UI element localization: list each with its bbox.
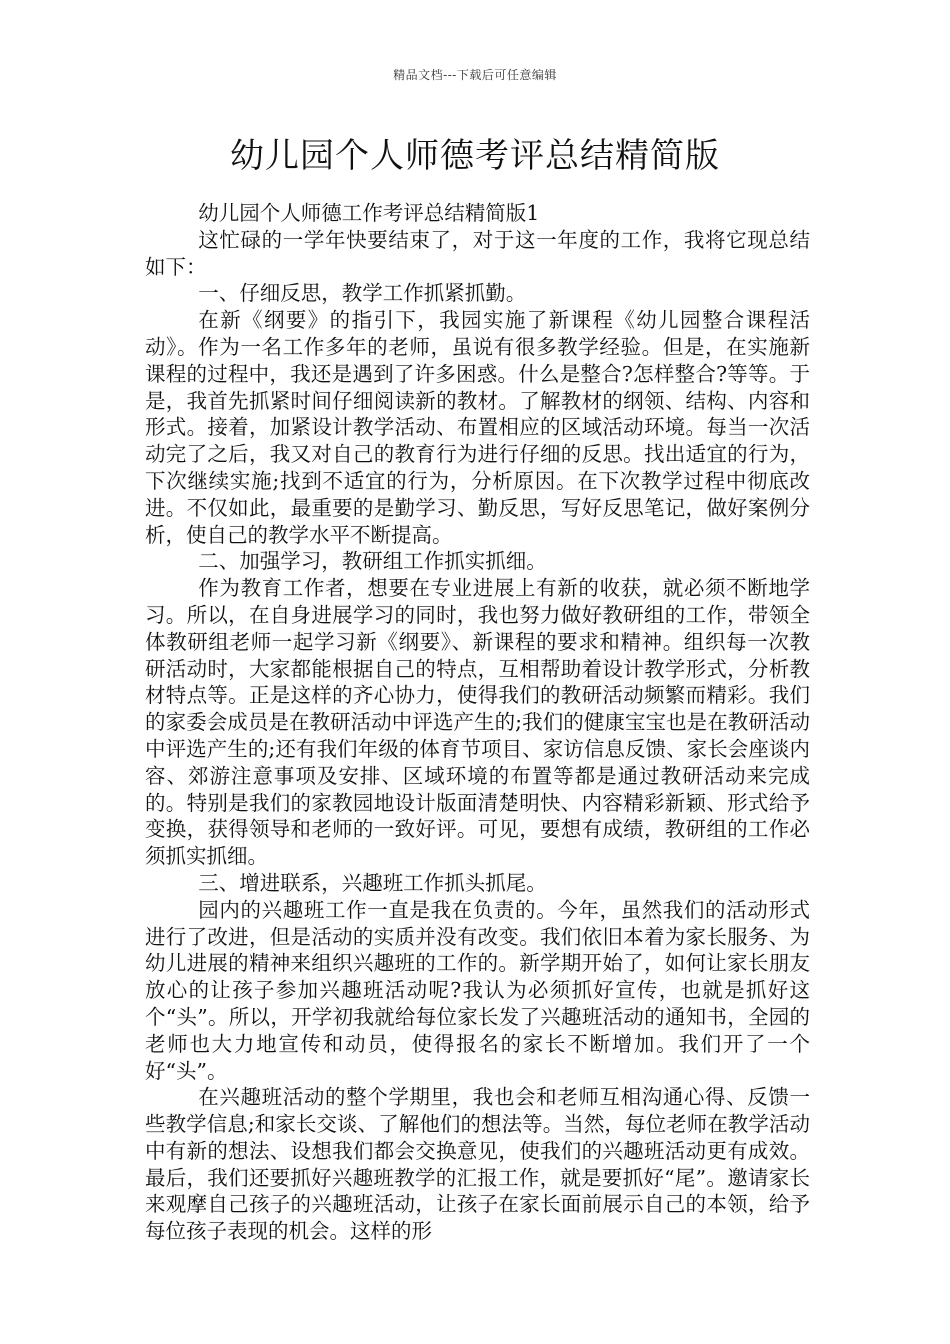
section-heading-1: 一、仔细反思，教学工作抓紧抓勤。 (198, 281, 527, 306)
section-heading-3: 三、增进联系，兴趣班工作抓头抓尾。 (198, 870, 547, 895)
intro-paragraph: 这忙碌的一学年快要结束了，对于这一年度的工作，我将它现总结如下： (145, 227, 810, 279)
subtitle-paragraph: 幼儿园个人师德工作考评总结精简版1 (198, 201, 540, 225)
document-body (145, 200, 810, 1245)
header-note: 精品文档---下载后可任意编辑 (393, 68, 557, 82)
body-paragraph: 园内的兴趣班工作一直是我在负责的。今年，虽然我们的活动形式进行了改进，但是活动的实质并没有改变。我们依旧本着为家长服务、为幼儿进展的精神来组织兴趣班的工作的。新学期开始了，如何让家长朋友放心的让孩子参加兴趣班活动呢?我认为必须抓好宣传，也就是抓好这个“头”。所以，开学初我就给每位家长发了兴趣班活动的通知书，全园的老师也大力地宣传和动员，使得报名的家长不断增加。我们开了一个好“头”。 (145, 897, 810, 1083)
document-title: 幼儿园个人师德考评总结精简版 (230, 136, 720, 176)
body-paragraph: 在兴趣班活动的整个学期里，我也会和老师互相沟通心得、反馈一些教学信息;和家长交谈、了解他们的想法等。当然，每位老师在教学活动中有新的想法、设想我们都会交换意见，使我们的兴趣班活动更有成效。最后，我们还要抓好兴趣班教学的汇报工作，就是要抓好“尾”。邀请家长来观摩自己孩子的兴趣班活动，让孩子在家长面前展示自己的本领，给予每位孩子表现的机会。这样的形 (145, 1085, 810, 1244)
section-heading-2: 二、加强学习，教研组工作抓实抓细。 (198, 549, 547, 574)
body-paragraph: 在新《纲要》的指引下，我园实施了新课程《幼儿园整合课程活动》。作为一名工作多年的老师，虽说有很多教学经验。但是，在实施新课程的过程中，我还是遇到了许多困惑。什么是整合?怎样整合?等等。于是，我首先抓紧时间仔细阅读新的教材。了解教材的纲领、结构、内容和形式。接着，加紧设计教学活动、布置相应的区域活动环境。每当一次活动完了之后，我又对自己的教育行为进行仔细的反思。找出适宜的行为，下次继续实施;找到不适宜的行为，分析原因。在下次教学过程中彻底改进。不仅如此，最重要的是勤学习、勤反思，写好反思笔记，做好案例分析，使自己的教学水平不断提高。 (145, 308, 810, 547)
body-paragraph: 作为教育工作者，想要在专业进展上有新的收获，就必须不断地学习。所以，在自身进展学习的同时，我也努力做好教研组的工作，带领全体教研组老师一起学习新《纲要》、新课程的要求和精神。组织每一次教研活动时，大家都能根据自己的特点，互相帮助着设计教学形式，分析教材特点等。正是这样的齐心协力，使得我们的教研活动频繁而精彩。我们的家委会成员是在教研活动中评选产生的;我们的健康宝宝也是在教研活动中评选产生的;还有我们年级的体育节项目、家访信息反馈、家长会座谈内容、郊游注意事项及安排、区域环境的布置等都是通过教研活动来完成的。特别是我们的家教园地设计版面清楚明快、内容精彩新颖、形式给予变换，获得领导和老师的一致好评。可见，要想有成绩，教研组的工作必须抓实抓细。 (145, 576, 810, 869)
